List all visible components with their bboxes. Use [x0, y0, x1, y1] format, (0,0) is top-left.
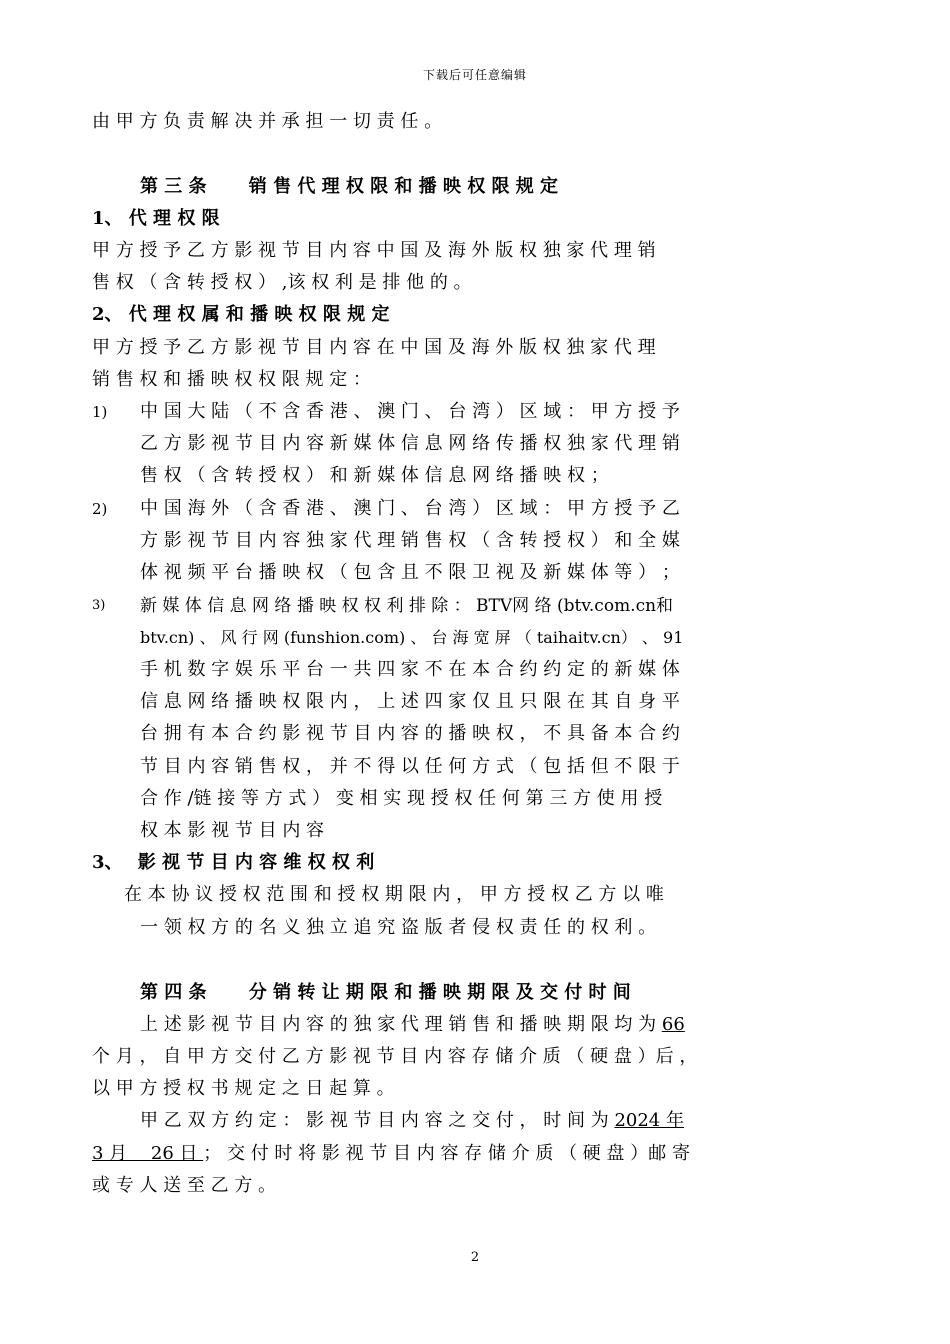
section-heading-3: 第 三 条 销 售 代 理 权 限 和 播 映 权 限 规 定 [140, 176, 558, 197]
text-line [92, 1142, 690, 1166]
subheading: 3、 影 视 节 目 内 容 维 权 权 利 [92, 852, 375, 873]
text-line: 在 本 协 议 授 权 范 围 和 授 权 期 限 内 ， 甲 方 授 权 乙 方 以 唯 [124, 884, 664, 905]
subheading: 1、 代 理 权 限 [92, 208, 220, 229]
text-line: 售 权 （ 含 转 授 权 ） ,该 权 利 是 排 他 的 。 [92, 272, 472, 293]
text-line: 台 拥 有 本 合 约 影 视 节 目 内 容 的 播 映 权 ， 不 具 备 本 合 约 [140, 723, 680, 744]
text-line [140, 1109, 684, 1133]
text-line: 中 国 大 陆 （ 不 含 香 港 、 澳 门 、 台 湾 ） 区 域 ： 甲 方 授 予 [140, 401, 680, 422]
text-line: 售 权 （ 含 转 授 权 ） 和 新 媒 体 信 息 网 络 播 映 权 ； [140, 465, 609, 486]
delivery-date-value: 3 月 26 日 [92, 1143, 204, 1164]
text-line: 体 视 频 平 台 播 映 权 （ 包 含 且 不 限 卫 视 及 新 媒 体 等 ） ； [140, 562, 680, 583]
page-number: 2 [470, 1250, 480, 1265]
text-segment: 甲 乙 双 方 约 定 ： 影 视 节 目 内 容 之 交 付 ， 时 间 为 [140, 1110, 615, 1131]
text-line: 手 机 数 字 娱 乐 平 台 一 共 四 家 不 在 本 合 约 约 定 的 新 媒 体 [140, 659, 680, 680]
text-line: 中 国 海 外 （ 含 香 港 、 澳 门 、 台 湾 ） 区 域 ： 甲 方 授 予 乙 [140, 498, 680, 519]
term-months-value: 66 [661, 1014, 685, 1035]
text-line: 甲 方 授 予 乙 方 影 视 节 目 内 容 在 中 国 及 海 外 版 权 独 家 代 理 [92, 337, 656, 358]
text-line: 或 专 人 送 至 乙 方 。 [92, 1175, 277, 1196]
text-segment: ； 交 付 时 将 影 视 节 目 内 容 存 储 介 质 （ 硬 盘 ）邮 寄 [203, 1143, 690, 1164]
section-heading-4: 第 四 条 分 销 转 让 期 限 和 播 映 期 限 及 交 付 时 间 [140, 982, 631, 1003]
list-marker: 3) [92, 598, 106, 613]
text-segment: 上 述 影 视 节 目 内 容 的 独 家 代 理 销 售 和 播 映 期 限 均 为 [140, 1014, 662, 1035]
text-line: 节 目 内 容 销 售 权 ， 并 不 得 以 任 何 方 式 （ 包 括 但 不 限 于 [140, 756, 680, 777]
text-line: 销 售 权 和 播 映 权 权 限 规 定 ： [92, 369, 371, 390]
text-line: 信 息 网 络 播 映 权 限 内 ， 上 述 四 家 仅 且 只 限 在 其 自 身 平 [140, 691, 680, 712]
text-line: 方 影 视 节 目 内 容 独 家 代 理 销 售 权 （ 含 转 授 权 ） 和 全 媒 [140, 530, 680, 551]
text-line: 以 甲 方 授 权 书 规 定 之 日 起 算 。 [92, 1078, 395, 1099]
text-line [140, 1013, 685, 1037]
subheading: 2、 代 理 权 属 和 播 映 权 限 规 定 [92, 304, 390, 325]
list-marker: 2) [92, 500, 108, 518]
text-line: 乙 方 影 视 节 目 内 容 新 媒 体 信 息 网 络 传 播 权 独 家 代 理 销 [140, 433, 680, 454]
delivery-year-value: 2024 年 [614, 1110, 684, 1131]
text-line: 个 月 ， 自 甲 方 交 付 乙 方 影 视 节 目 内 容 存 储 介 质 （ 硬 盘 ）后 ， [92, 1046, 698, 1067]
text-line: 甲 方 授 予 乙 方 影 视 节 目 内 容 中 国 及 海 外 版 权 独 家 代 理 销 [92, 240, 656, 261]
text-line: 一 领 权 方 的 名 义 独 立 追 究 盗 版 者 侵 权 责 任 的 权 利 。 [140, 917, 657, 938]
page-header: 下载后可任意编辑 [422, 68, 527, 82]
text-line: 权 本 影 视 节 目 内 容 [140, 820, 325, 841]
text-line: 由 甲 方 负 责 解 决 并 承 担 一 切 责 任 。 [92, 111, 443, 132]
text-line: btv.cn) 、 风 行 网 (funshion.com) 、 台 海 宽 屏 （ taihaitv.cn） 、 91 [140, 628, 684, 647]
list-marker: 1) [92, 403, 108, 421]
text-line: 合 作 /链 接 等 方 式 ） 变 相 实 现 授 权 任 何 第 三 方 使 用 授 [140, 788, 663, 809]
text-line: 新 媒 体 信 息 网 络 播 映 权 权 利 排 除 ： BTV网 络 (btv.com.cn和 [140, 596, 674, 616]
